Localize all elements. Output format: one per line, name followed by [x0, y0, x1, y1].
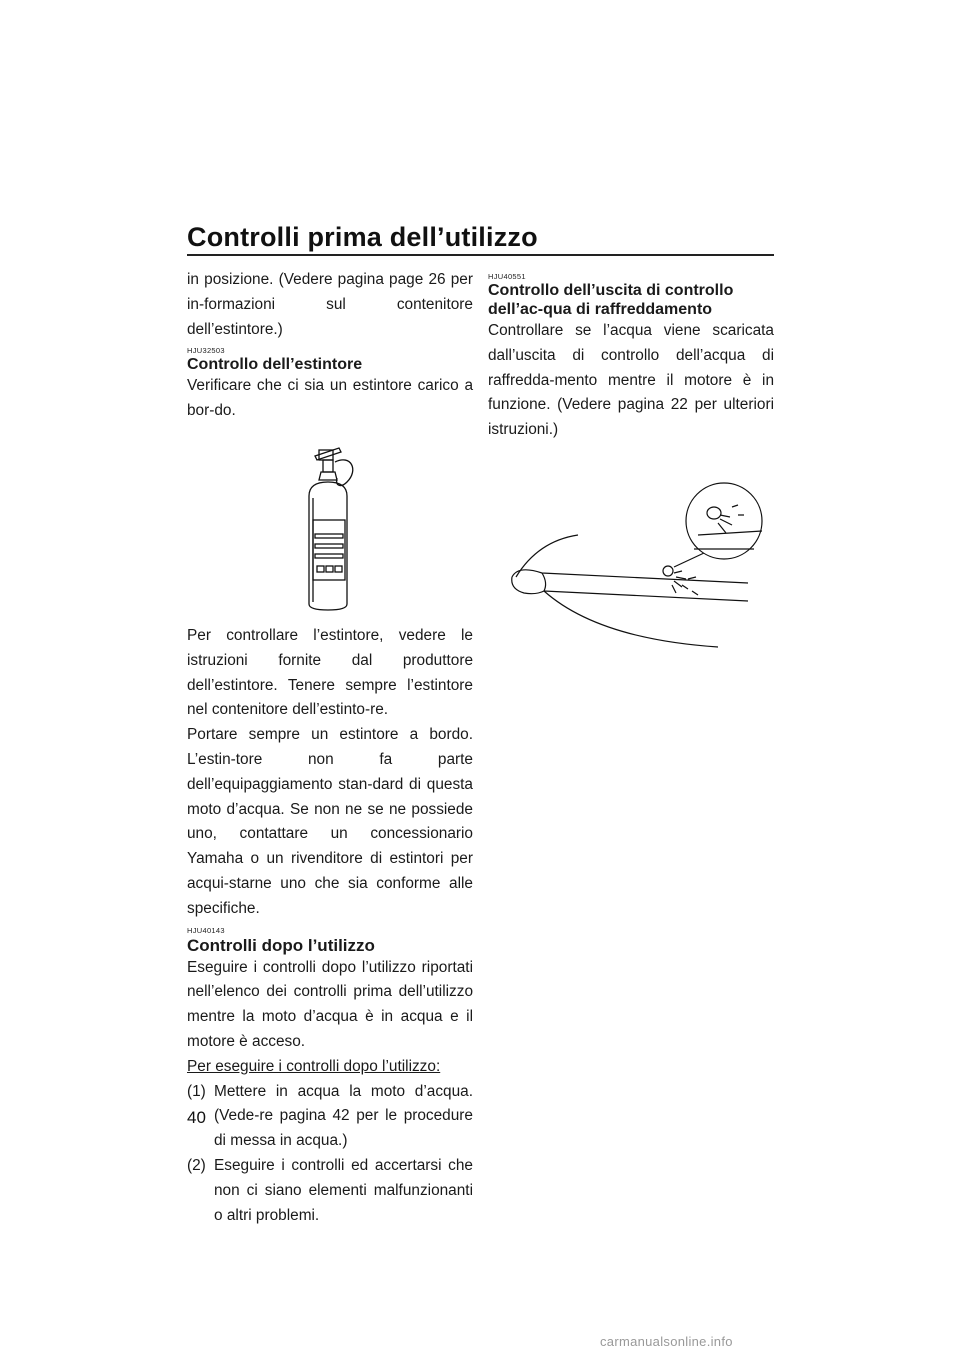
- extinguisher-onboard-paragraph: Portare sempre un estintore a bordo. L’estin-tore non fa parte dell’equipaggiamento stan-dard di questa moto d’acqua. Se non ne se ne possiede uno, contattare un concessionario Yamaha o un rivenditore di estintori per acqui-starne uno che sia conforme alle specifiche.: [187, 726, 473, 917]
- left-column: [187, 268, 473, 1228]
- section-code: HJU40551: [488, 272, 526, 281]
- page-number: 40: [187, 1108, 206, 1127]
- step-number: (2): [187, 1156, 206, 1174]
- list-item: [187, 1154, 473, 1228]
- section-heading-cooling-water: Controllo dell’uscita di controllo dell’ac-qua di raffreddamento: [488, 282, 734, 318]
- section-heading-after-use: Controlli dopo l’utilizzo: [187, 935, 375, 955]
- right-column: [488, 268, 774, 659]
- section-code: HJU40143: [187, 925, 225, 935]
- procedure-steps: [187, 1080, 473, 1229]
- page-title: Controlli prima dell’utilizzo: [187, 222, 538, 252]
- intro-text: in posizione. (Vedere pagina page 26 per in-formazioni sul contenitore dell’estintore.): [187, 271, 473, 338]
- extinguisher-check-paragraph: Per controllare l’estintore, vedere le istruzioni fornite dal produttore dell’estintore. Tenere sempre l’estintore nel contenitore dell’estinto-re.: [187, 626, 473, 719]
- section-code: HJU32503: [187, 346, 225, 356]
- procedure-label: Per eseguire i controlli dopo l’utilizzo:: [187, 1057, 441, 1075]
- cooling-water-body: Controllare se l’acqua viene scaricata dall’uscita di controllo dell’acqua di raffredda-mento mentre il motore è in funzione. (Vedere pagina 22 per ulteriori istruzioni.): [488, 322, 774, 439]
- step-number: (1): [187, 1082, 206, 1100]
- step-text: Eseguire i controlli ed accertarsi che non ci siano elementi malfunzionanti o altri problemi.: [214, 1156, 473, 1224]
- step-text: Mettere in acqua la moto d’acqua. (Vede-re pagina 42 per le procedure di messa in acqua.): [214, 1082, 473, 1150]
- section-body: Verificare che ci sia un estintore carico a bor-do.: [187, 377, 473, 420]
- cooling-water-outlet-icon: [488, 469, 774, 649]
- list-item: [187, 1080, 473, 1154]
- section-heading-fire-extinguisher: Controllo dell’estintore: [187, 356, 363, 374]
- watermark: carmanualsonline.info: [600, 1334, 733, 1349]
- fire-extinguisher-icon: [285, 434, 375, 614]
- title-divider: [187, 254, 774, 256]
- after-use-body: Eseguire i controlli dopo l’utilizzo riportati nell’elenco dei controlli prima dell’utilizzo mentre la moto d’acqua è in acqua e il motore è acceso.: [187, 958, 473, 1050]
